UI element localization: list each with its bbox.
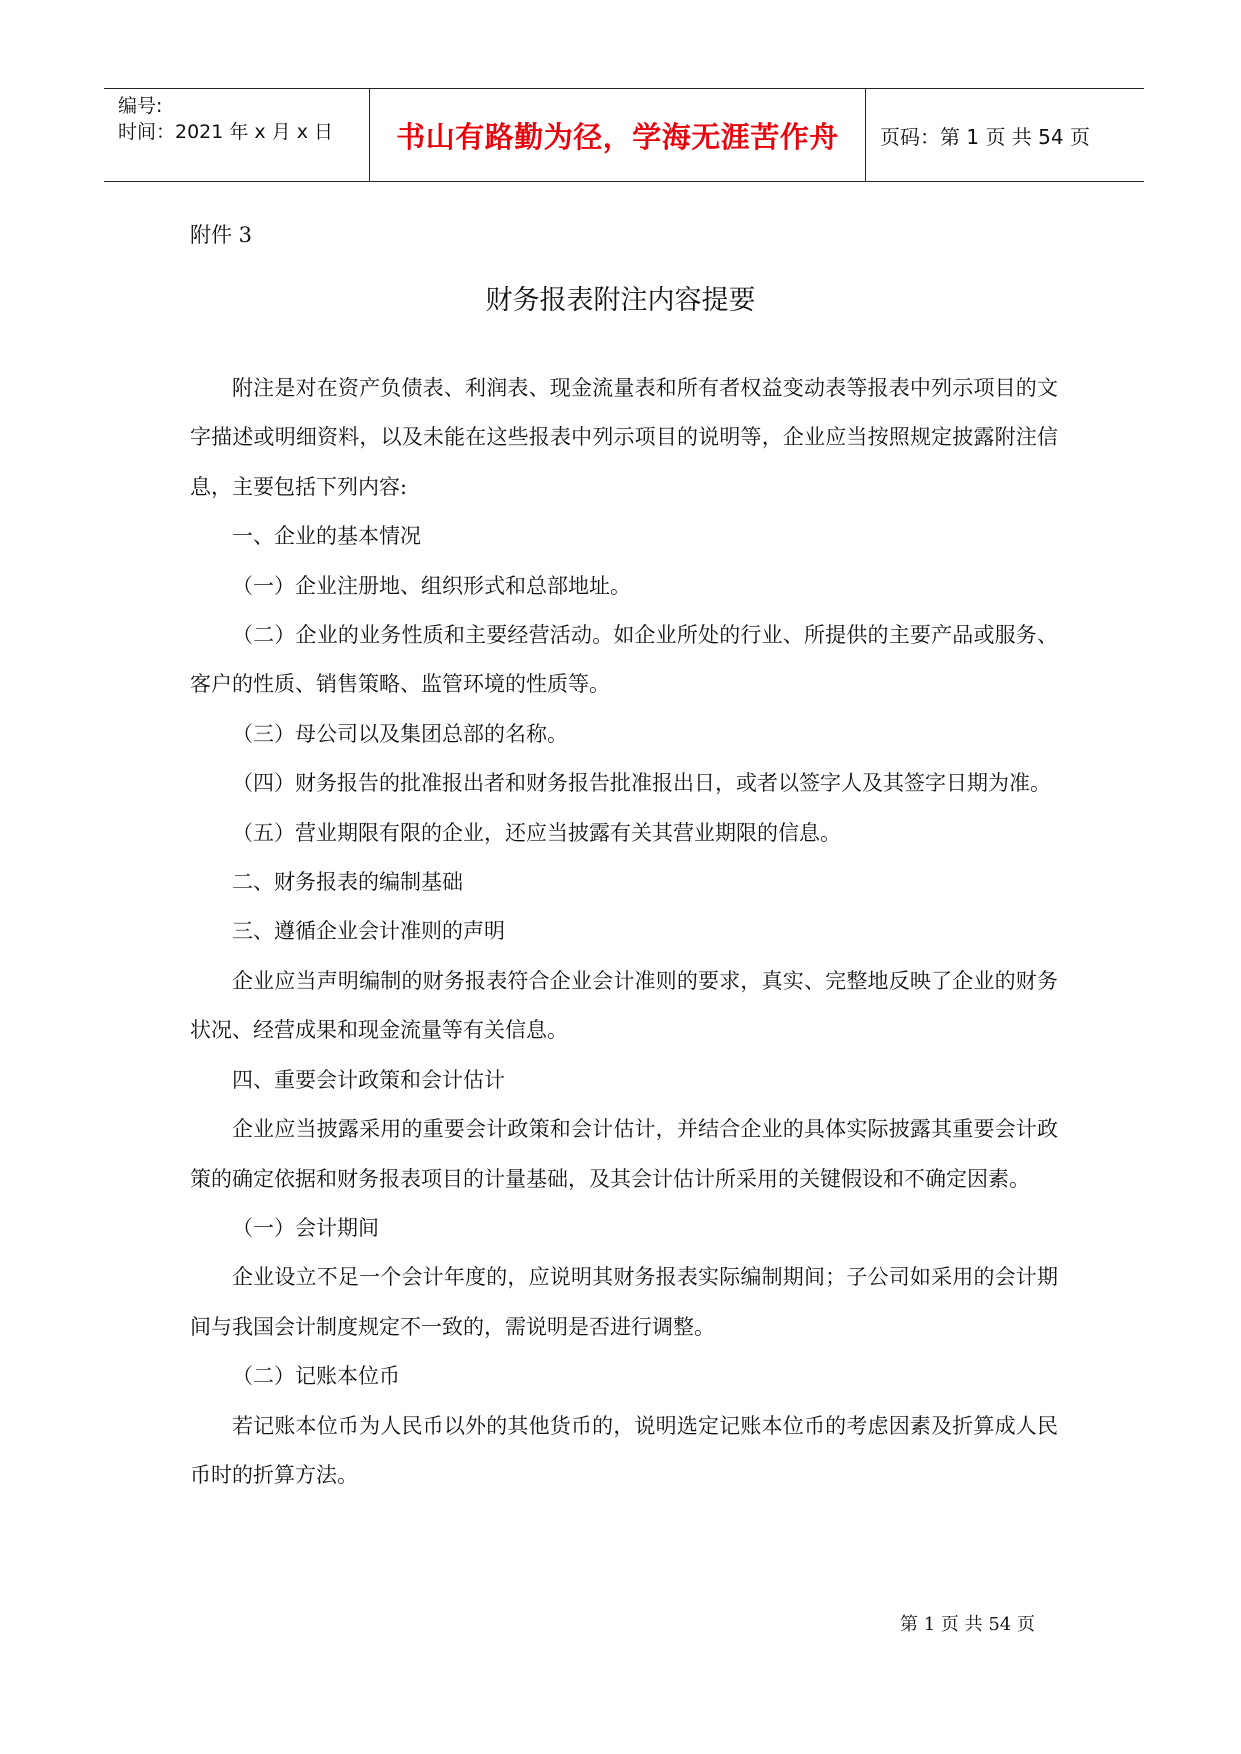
section-heading: 二、财务报表的编制基础: [232, 870, 463, 895]
body-paragraph: （五）营业期限有限的企业，还应当披露有关其营业期限的信息。: [232, 820, 841, 845]
attachment-label: 附件 3: [190, 223, 253, 247]
subsection-heading: （二）记账本位币: [232, 1364, 400, 1389]
section-heading: 三、遵循企业会计准则的声明: [232, 919, 505, 944]
body-paragraph: （二）企业的业务性质和主要经营活动。如企业所处的行业、所提供的主要产品或服务、客户的性质、销售策略、监管环境的性质等。: [190, 623, 1058, 697]
body-paragraph: 若记账本位币为人民币以外的其他货币的，说明选定记账本位币的考虑因素及折算成人民币时的折算方法。: [190, 1413, 1058, 1487]
section-heading: 一、企业的基本情况: [232, 524, 421, 549]
header-motto-cell: [370, 89, 866, 181]
page-footer: 第 1 页 共 54 页: [900, 1614, 1035, 1635]
document-number-label: 编号:: [118, 95, 163, 117]
subsection-heading: （一）会计期间: [232, 1215, 379, 1240]
body-paragraph: （四）财务报告的批准报出者和财务报告批准报出日，或者以签字人及其签字日期为准。: [232, 771, 1051, 796]
body-paragraph: （一）企业注册地、组织形式和总部地址。: [232, 573, 631, 598]
body-paragraph: （三）母公司以及集团总部的名称。: [232, 721, 568, 746]
body-paragraph: 附注是对在资产负债表、利润表、现金流量表和所有者权益变动表等报表中列示项目的文字描述或明细资料，以及未能在这些报表中列示项目的说明等，企业应当按照规定披露附注信息，主要包括下列内容:: [190, 376, 1058, 499]
section-heading: 四、重要会计政策和会计估计: [232, 1067, 505, 1092]
document-body: [190, 364, 1058, 1500]
document-time-label: 时间：2021 年 x 月 x 日: [118, 121, 334, 143]
header-page-info: 页码：第 1 页 共 54 页: [880, 124, 1090, 149]
body-paragraph: 企业设立不足一个会计年度的，应说明其财务报表实际编制期间；子公司如采用的会计期间与我国会计制度规定不一致的，需说明是否进行调整。: [190, 1265, 1058, 1339]
header-meta: [104, 89, 370, 181]
header-motto: 书山有路勤为径，学海无涯苦作舟: [396, 119, 839, 154]
body-paragraph: 企业应当声明编制的财务报表符合企业会计准则的要求，真实、完整地反映了企业的财务状况、经营成果和现金流量等有关信息。: [190, 968, 1058, 1043]
page-header: [104, 88, 1144, 182]
document-title: 财务报表附注内容提要: [485, 285, 756, 316]
body-paragraph: 企业应当披露采用的重要会计政策和会计估计，并结合企业的具体实际披露其重要会计政策的确定依据和财务报表项目的计量基础，及其会计估计所采用的关键假设和不确定因素。: [190, 1117, 1058, 1191]
header-page-info-cell: [866, 89, 1144, 181]
